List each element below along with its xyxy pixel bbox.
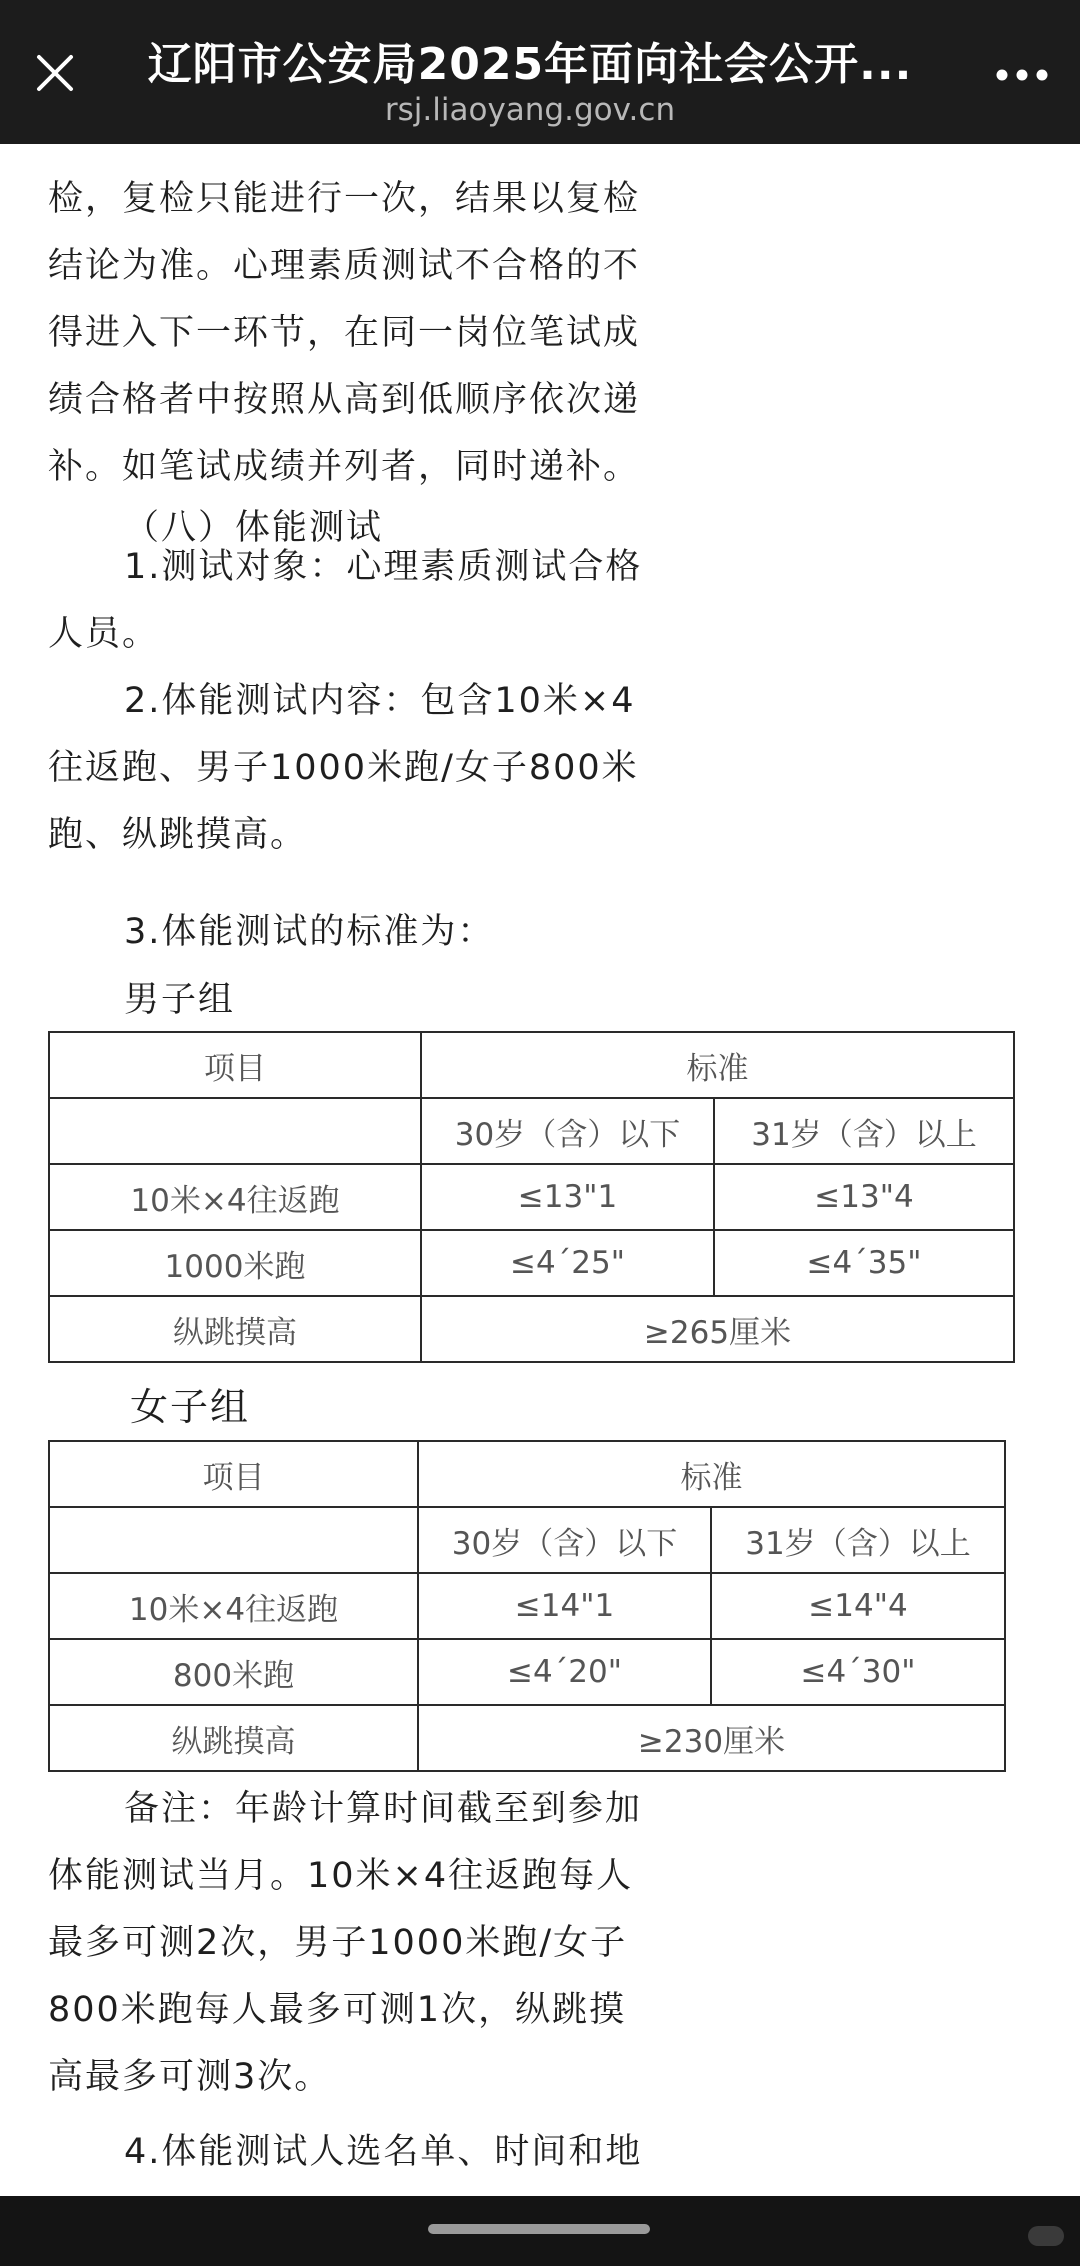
old-value: ≤4´30": [711, 1639, 1005, 1705]
header-standard: 标准: [418, 1441, 1005, 1507]
age-young-header: 30岁（含）以下: [418, 1507, 711, 1573]
table-row: [49, 1639, 1005, 1705]
paragraph-note: 备注：年龄计算时间截至到参加体能测试当月。10米×4往返跑每人最多可测2次，男子1000米跑/女子800米跑每人最多可测1次，纵跳摸高最多可测3次。: [48, 1789, 643, 2097]
male-group-label: 男子组: [124, 980, 236, 1020]
header-item: 项目: [49, 1032, 421, 1098]
age-old-header: 31岁（含）以上: [711, 1507, 1005, 1573]
table-row: [49, 1705, 1005, 1771]
empty-cell: [49, 1507, 418, 1573]
more-icon: [995, 68, 1049, 82]
item-cell: 10米×4往返跑: [49, 1164, 421, 1230]
paragraph-recheck: 检，复检只能进行一次，结果以复检结论为准。心理素质测试不合格的不得进入下一环节，在同一岗位笔试成绩合格者中按照从高到低顺序依次递补。如笔试成绩并列者，同时递补。: [48, 179, 641, 487]
jump-value: ≥230厘米: [418, 1705, 1005, 1771]
more-button[interactable]: [982, 40, 1062, 110]
item-cell: 纵跳摸高: [49, 1705, 418, 1771]
male-standard-table: [48, 1031, 1015, 1363]
paragraph-item4: 4.体能测试人选名单、时间和地: [124, 2132, 643, 2172]
young-value: ≤4´25": [421, 1230, 714, 1296]
table-row: [49, 1296, 1014, 1362]
header-standard: 标准: [421, 1032, 1014, 1098]
age-old-header: 31岁（含）以上: [714, 1098, 1014, 1164]
home-indicator[interactable]: [428, 2224, 650, 2234]
page-domain: rsj.liaoyang.gov.cn: [384, 92, 676, 128]
young-value: ≤14"1: [418, 1573, 711, 1639]
old-value: ≤14"4: [711, 1573, 1005, 1639]
item-cell: 纵跳摸高: [49, 1296, 421, 1362]
young-value: ≤4´20": [418, 1639, 711, 1705]
paragraph-test-target: 1.测试对象：心理素质测试合格人员。: [48, 547, 643, 654]
close-icon: [35, 53, 75, 93]
header-item: 项目: [49, 1441, 418, 1507]
table-row: [49, 1573, 1005, 1639]
age-young-header: 30岁（含）以下: [421, 1098, 714, 1164]
section-heading: （八）体能测试: [124, 508, 384, 548]
paragraph-standard-intro: 3.体能测试的标准为：: [124, 912, 495, 952]
old-value: ≤4´35": [714, 1230, 1014, 1296]
item-cell: 10米×4往返跑: [49, 1573, 418, 1639]
corner-badge: [1028, 2226, 1064, 2246]
jump-value: ≥265厘米: [421, 1296, 1014, 1362]
old-value: ≤13"4: [714, 1164, 1014, 1230]
empty-cell: [49, 1098, 421, 1164]
paragraph-test-content: 2.体能测试内容：包含10米×4往返跑、男子1000米跑/女子800米跑、纵跳摸高。: [48, 681, 639, 855]
female-standard-table: [48, 1440, 1006, 1772]
table-row: [49, 1230, 1014, 1296]
table-row: [49, 1164, 1014, 1230]
young-value: ≤13"1: [421, 1164, 714, 1230]
top-bar: [0, 0, 1080, 144]
item-cell: 1000米跑: [49, 1230, 421, 1296]
item-cell: 800米跑: [49, 1639, 418, 1705]
article-content: [0, 144, 1080, 2196]
page-title: 辽阳市公安局2025年面向社会公开...: [147, 39, 913, 90]
female-group-label: 女子组: [130, 1385, 251, 1429]
bottom-bar: [0, 2196, 1080, 2266]
close-button[interactable]: [20, 38, 90, 108]
